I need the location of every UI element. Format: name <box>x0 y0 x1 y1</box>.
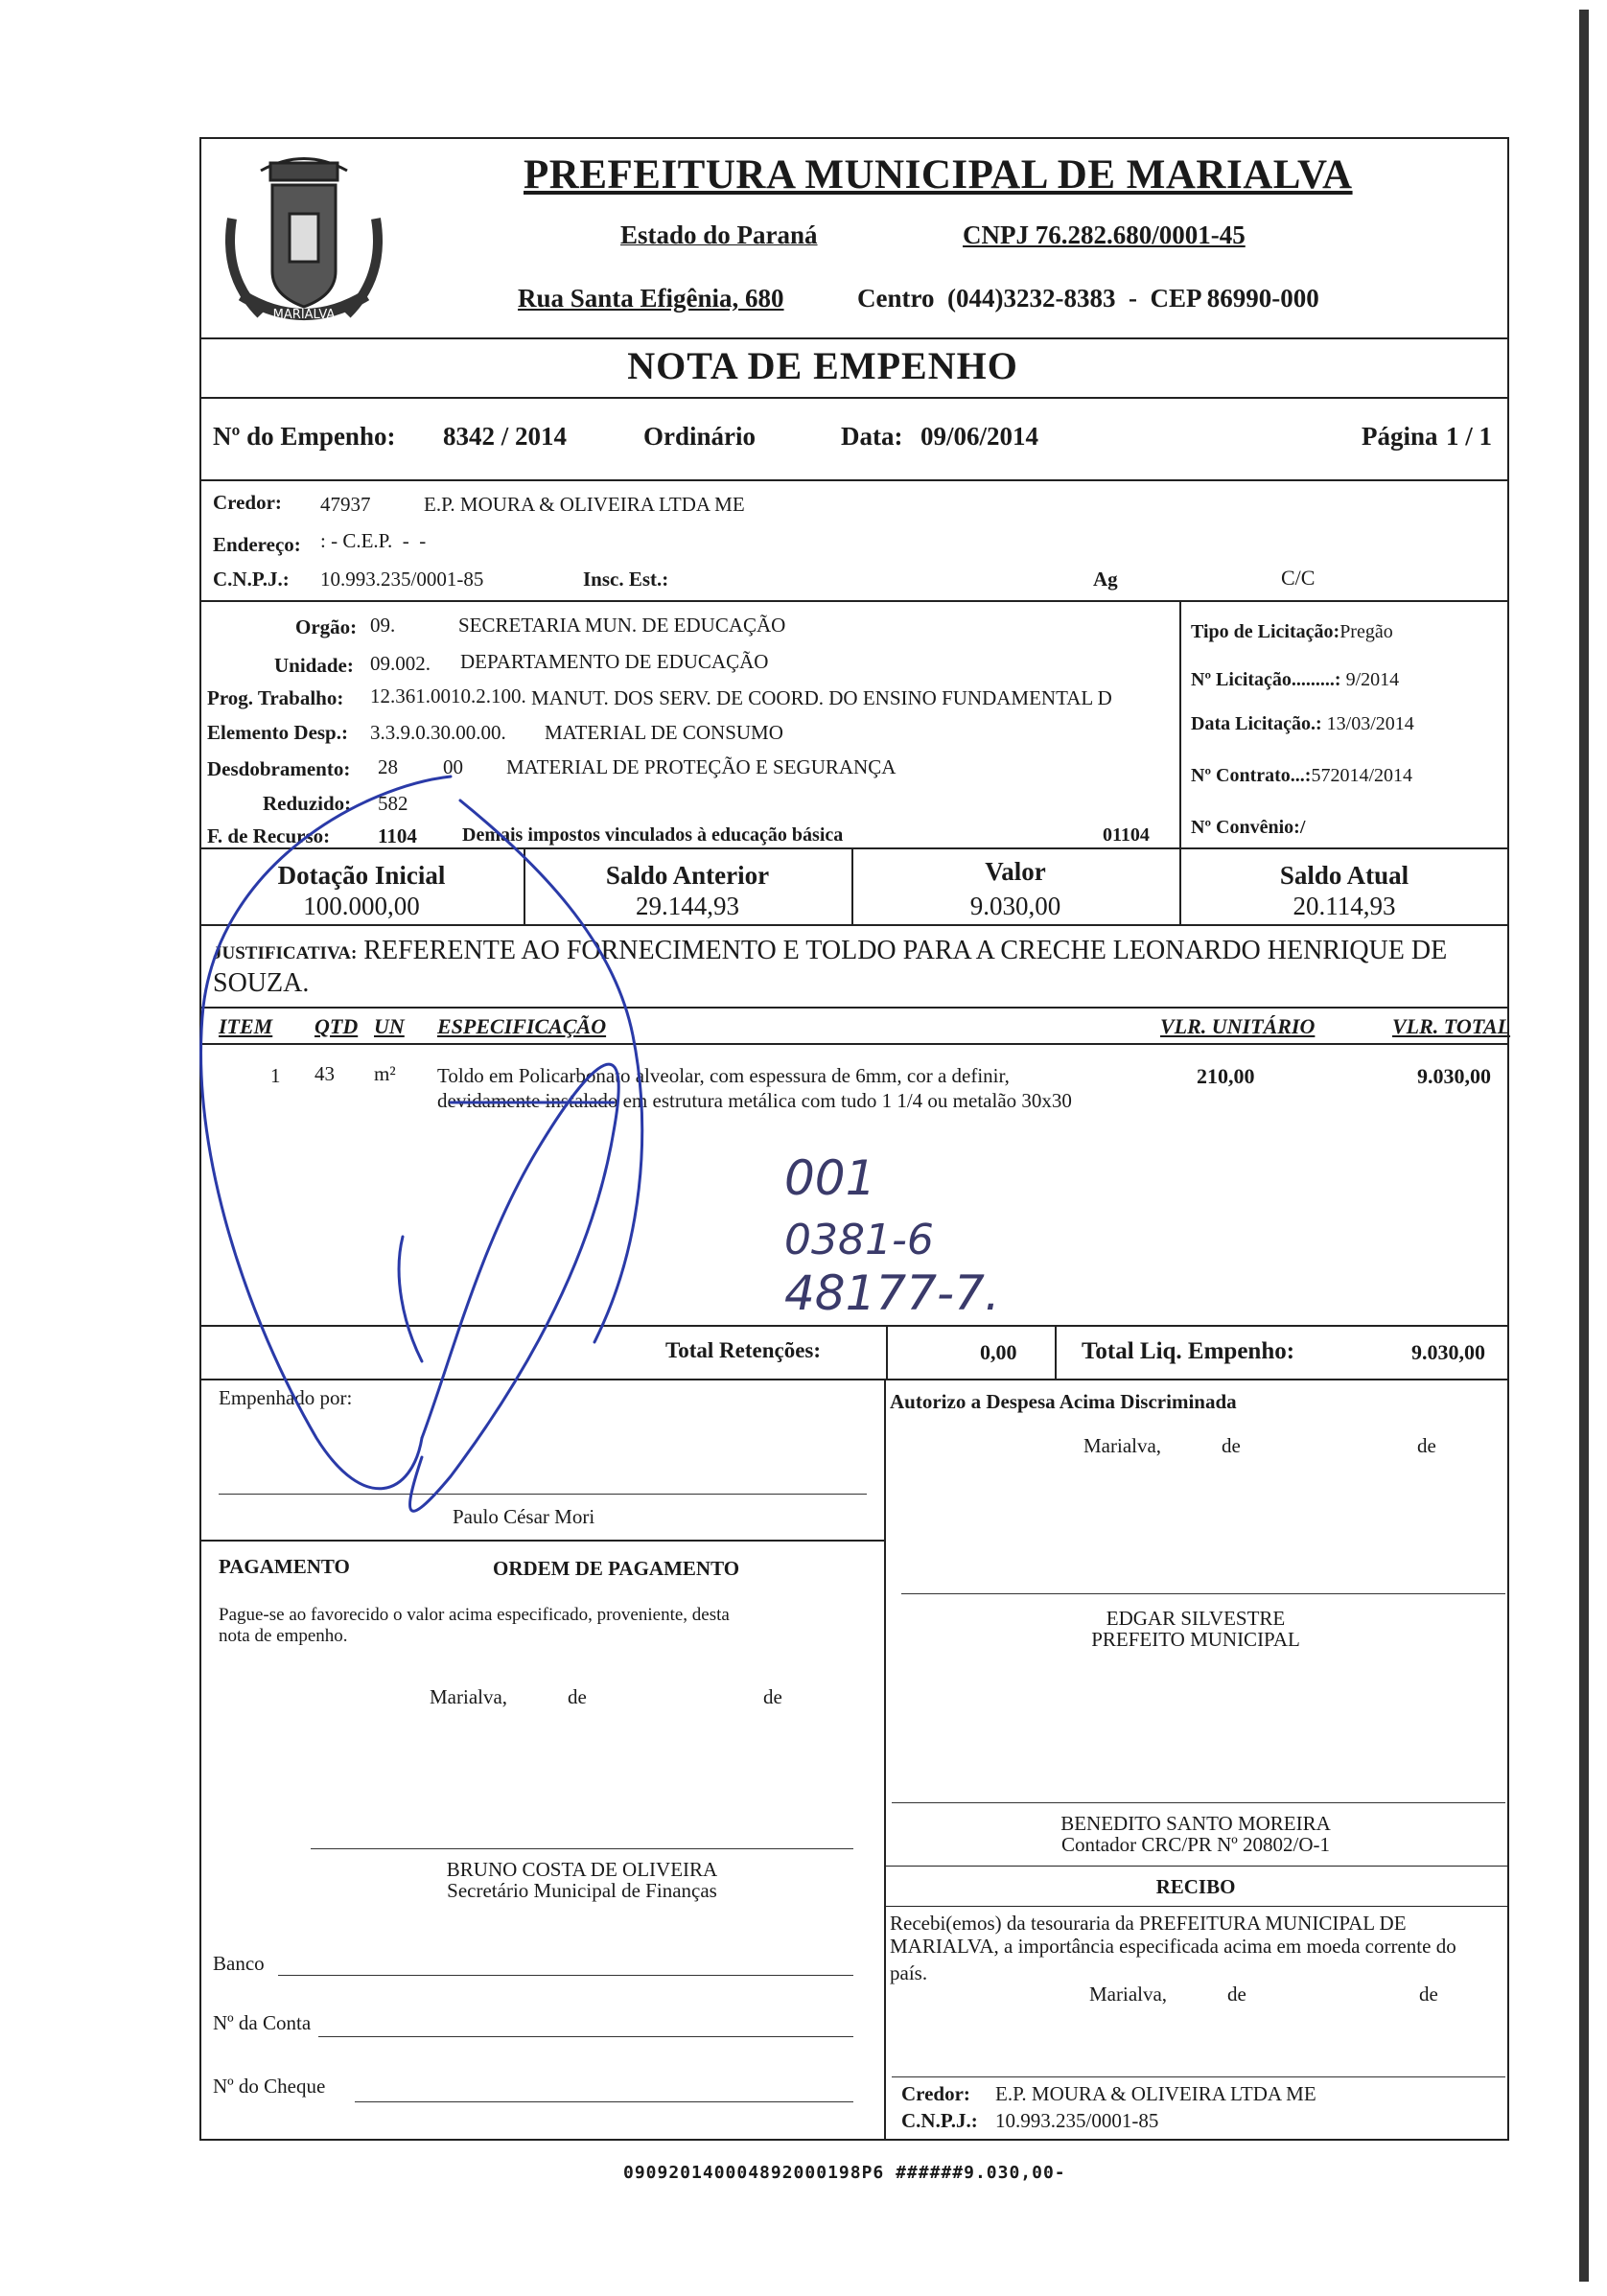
col-item: ITEM <box>219 1014 273 1038</box>
elemento-label: Elemento Desp.: <box>207 721 348 744</box>
saldo-atual-value: 20.114,93 <box>1293 892 1396 920</box>
liquido-value: 9.030,00 <box>1411 1340 1485 1364</box>
row-spec-line1: Toldo em Policarbonato alveolar, com espessura de 6mm, cor a definir, <box>437 1064 1010 1087</box>
divider <box>884 1866 1509 1867</box>
recibo-text-line1: Recebi(emos) da tesouraria da PREFEITURA MUNICIPAL DE <box>890 1912 1407 1935</box>
row-qtd: 43 <box>314 1062 335 1085</box>
desdobramento-sub: 00 <box>443 755 463 778</box>
orgao-name: SECRETARIA MUN. DE EDUCAÇÃO <box>458 614 786 637</box>
divider <box>199 924 1509 926</box>
empenhado-label: Empenhado por: <box>219 1386 353 1409</box>
credor-cnpj: 10.993.235/0001-85 <box>320 568 484 591</box>
recibo-place: Marialva, <box>1089 1983 1168 2006</box>
pagamento-text-line1: Pague-se ao favorecido o valor acima especificado, proveniente, desta <box>219 1605 730 1625</box>
dotacao-value: 100.000,00 <box>303 892 420 920</box>
row-total-value: 9.030,00 <box>1417 1064 1491 1088</box>
row-un: m² <box>374 1062 396 1085</box>
col-qtd: QTD <box>314 1014 359 1038</box>
credor-name: E.P. MOURA & OLIVEIRA LTDA ME <box>424 493 745 516</box>
secretario-role: Secretário Municipal de Finanças <box>447 1879 717 1902</box>
divider <box>886 1325 888 1379</box>
banco-label: Banco <box>213 1952 265 1975</box>
divider <box>1179 600 1181 847</box>
handwritten-note-3: 48177-7. <box>784 1265 1000 1321</box>
endereco-label: Endereço: <box>213 533 301 556</box>
page-number: 1 / 1 <box>1446 422 1493 451</box>
recibo-de2: de <box>1419 1983 1438 2006</box>
empenho-date: 09/06/2014 <box>920 422 1039 451</box>
cnpj-label-2: C.N.P.J.: <box>213 568 290 591</box>
valor-label: Valor <box>985 857 1046 886</box>
recibo-de1: de <box>1227 1983 1246 2006</box>
recurso-num: 01104 <box>1103 824 1150 846</box>
divider <box>199 337 1509 339</box>
doc-title: NOTA DE EMPENHO <box>627 344 1018 387</box>
saldo-atual-label: Saldo Atual <box>1279 861 1409 890</box>
desdobramento-code: 28 <box>378 755 398 778</box>
conta-field-line <box>318 2036 853 2037</box>
empenhado-signer: Paulo César Mori <box>453 1505 595 1528</box>
divider <box>199 397 1509 399</box>
credor-label: Credor: <box>213 491 282 514</box>
contador-name: BENEDITO SANTO MOREIRA <box>1060 1812 1331 1835</box>
recibo-label: RECIBO <box>1155 1875 1236 1898</box>
conta-label: Nº da Conta <box>213 2011 312 2034</box>
banco-field-line <box>278 1975 853 1976</box>
row-item: 1 <box>270 1064 281 1087</box>
elemento-code: 3.3.9.0.30.00.00. <box>370 721 506 744</box>
empenho-date-label: Data: <box>841 422 903 451</box>
prog-code: 12.361.0010.2.100. <box>370 684 526 707</box>
recibo-cnpj-label: C.N.P.J.: <box>901 2109 978 2132</box>
pagamento-place: Marialva, <box>430 1685 508 1708</box>
recibo-credor: E.P. MOURA & OLIVEIRA LTDA ME <box>995 2082 1316 2105</box>
divider <box>199 1540 884 1542</box>
divider <box>199 1379 1509 1380</box>
divider <box>199 847 1509 849</box>
recurso-name: Demais impostos vinculados à educação básica <box>462 824 844 846</box>
divider <box>199 1007 1509 1009</box>
empenho-type: Ordinário <box>643 422 757 451</box>
saldo-anterior-label: Saldo Anterior <box>605 861 770 890</box>
elemento-name: MATERIAL DE CONSUMO <box>545 721 783 744</box>
cc-label: C/C <box>1281 566 1316 590</box>
justificativa: JUSTIFICATIVA: REFERENTE AO FORNECIMENTO E TOLDO PARA A CRECHE LEONARDO HENRIQUE DE <box>213 936 1448 965</box>
cheque-field-line <box>355 2101 853 2102</box>
cnpj-label: CNPJ 76.282.680/0001-45 <box>963 220 1246 249</box>
recurso-label: F. de Recurso: <box>207 824 331 847</box>
unidade-code: 09.002. <box>370 652 431 675</box>
pagamento-de1: de <box>568 1685 587 1708</box>
credor-code: 47937 <box>320 493 371 516</box>
recibo-cnpj: 10.993.235/0001-85 <box>995 2109 1159 2132</box>
endereco-value: : - C.E.P. - - <box>320 529 427 552</box>
recibo-text-line3: país. <box>890 1961 928 1984</box>
divider <box>199 600 1509 602</box>
divider <box>884 1906 1509 1907</box>
divider <box>199 1043 1509 1045</box>
unidade-name: DEPARTAMENTO DE EDUCAÇÃO <box>460 650 769 673</box>
divider <box>884 1379 886 2141</box>
retencoes-value: 0,00 <box>980 1340 1017 1364</box>
crest-logo <box>203 142 405 343</box>
tipo-licitacao: Tipo de Licitação:Pregão <box>1191 621 1393 642</box>
signature-line <box>892 1802 1505 1803</box>
autorizo-de2: de <box>1417 1434 1436 1457</box>
recurso-code: 1104 <box>378 824 417 847</box>
prefeito-role: PREFEITO MUNICIPAL <box>1091 1628 1300 1651</box>
svg-text:MARIALVA: MARIALVA <box>272 308 336 322</box>
reduzido-value: 582 <box>378 792 408 815</box>
pagamento-label: PAGAMENTO <box>219 1555 350 1578</box>
data-licitacao: Data Licitação.: 13/03/2014 <box>1191 713 1414 734</box>
recibo-text-line2: MARIALVA, a importância especificada acima em moeda corrente do <box>890 1935 1456 1958</box>
autorizo-place: Marialva, <box>1083 1434 1162 1457</box>
valor-value: 9.030,00 <box>969 892 1061 920</box>
divider <box>199 479 1509 481</box>
autorizo-label: Autorizo a Despesa Acima Discriminada <box>890 1390 1237 1413</box>
empenho-number: 8342 / 2014 <box>443 422 568 451</box>
address-label: Rua Santa Efigênia, 680 <box>518 284 784 313</box>
col-un: UN <box>374 1014 405 1038</box>
signature-line <box>311 1848 853 1849</box>
col-especificacao: ESPECIFICAÇÃO <box>437 1014 607 1038</box>
orgao-label: Orgão: <box>295 615 358 638</box>
desdobramento-name: MATERIAL DE PROTEÇÃO E SEGURANÇA <box>506 755 897 778</box>
scan-edge <box>1579 10 1589 2282</box>
convenio-label: Nº Convênio:/ <box>1191 817 1306 838</box>
ordem-pagamento-label: ORDEM DE PAGAMENTO <box>493 1557 740 1580</box>
signature-line <box>219 1494 867 1495</box>
ag-label: Ag <box>1093 568 1118 591</box>
signature-line <box>901 1593 1505 1594</box>
retencoes-label: Total Retenções: <box>665 1338 822 1362</box>
orgao-code: 09. <box>370 614 396 637</box>
liquido-label: Total Liq. Empenho: <box>1082 1338 1295 1364</box>
col-vlr-unitario: VLR. UNITÁRIO <box>1160 1014 1316 1038</box>
recibo-credor-label: Credor: <box>901 2082 970 2105</box>
page-title: PREFEITURA MUNICIPAL DE MARIALVA <box>524 152 1353 197</box>
prog-label: Prog. Trabalho: <box>207 686 344 709</box>
unidade-label: Unidade: <box>274 654 354 677</box>
pagamento-text-line2: nota de empenho. <box>219 1626 348 1646</box>
barcode-text: 090920140004892000198P6 ######9.030,00- <box>623 2163 1066 2183</box>
district-phone-label: Centro (044)3232-8383 - CEP 86990-000 <box>857 284 1319 313</box>
page-label: Página <box>1362 422 1438 451</box>
reduzido-label: Reduzido: <box>263 792 352 815</box>
empenho-number-label: Nº do Empenho: <box>213 422 396 451</box>
row-unit-value: 210,00 <box>1197 1064 1255 1088</box>
contrato: Nº Contrato...:572014/2014 <box>1191 765 1413 786</box>
contador-role: Contador CRC/PR Nº 20802/O-1 <box>1060 1833 1331 1856</box>
saldo-anterior-value: 29.144,93 <box>636 892 739 920</box>
autorizo-de1: de <box>1222 1434 1241 1457</box>
desdobramento-label: Desdobramento: <box>207 757 351 780</box>
secretario-name: BRUNO COSTA DE OLIVEIRA <box>446 1858 718 1881</box>
num-licitacao: Nº Licitação.........: 9/2014 <box>1191 669 1400 690</box>
state-label: Estado do Paraná <box>620 220 818 249</box>
handwritten-note-1: 001 <box>784 1150 876 1206</box>
pagamento-de2: de <box>763 1685 782 1708</box>
col-vlr-total: VLR. TOTAL <box>1392 1014 1511 1038</box>
prefeito-name: EDGAR SILVESTRE <box>1106 1607 1286 1630</box>
divider <box>199 1325 1509 1327</box>
divider <box>1055 1325 1057 1379</box>
signature-line <box>892 2076 1505 2077</box>
insc-est-label: Insc. Est.: <box>583 568 669 591</box>
handwritten-note-2: 0381-6 <box>784 1216 934 1264</box>
prog-name: MANUT. DOS SERV. DE COORD. DO ENSINO FUNDAMENTAL D <box>531 686 1112 709</box>
cheque-label: Nº do Cheque <box>213 2075 326 2098</box>
dotacao-label: Dotação Inicial <box>277 861 446 890</box>
row-spec-line2: devidamente instalado em estrutura metálica com tudo 1 1/4 ou metalão 30x30 <box>437 1089 1072 1112</box>
justificativa-line2: SOUZA. <box>213 968 310 998</box>
